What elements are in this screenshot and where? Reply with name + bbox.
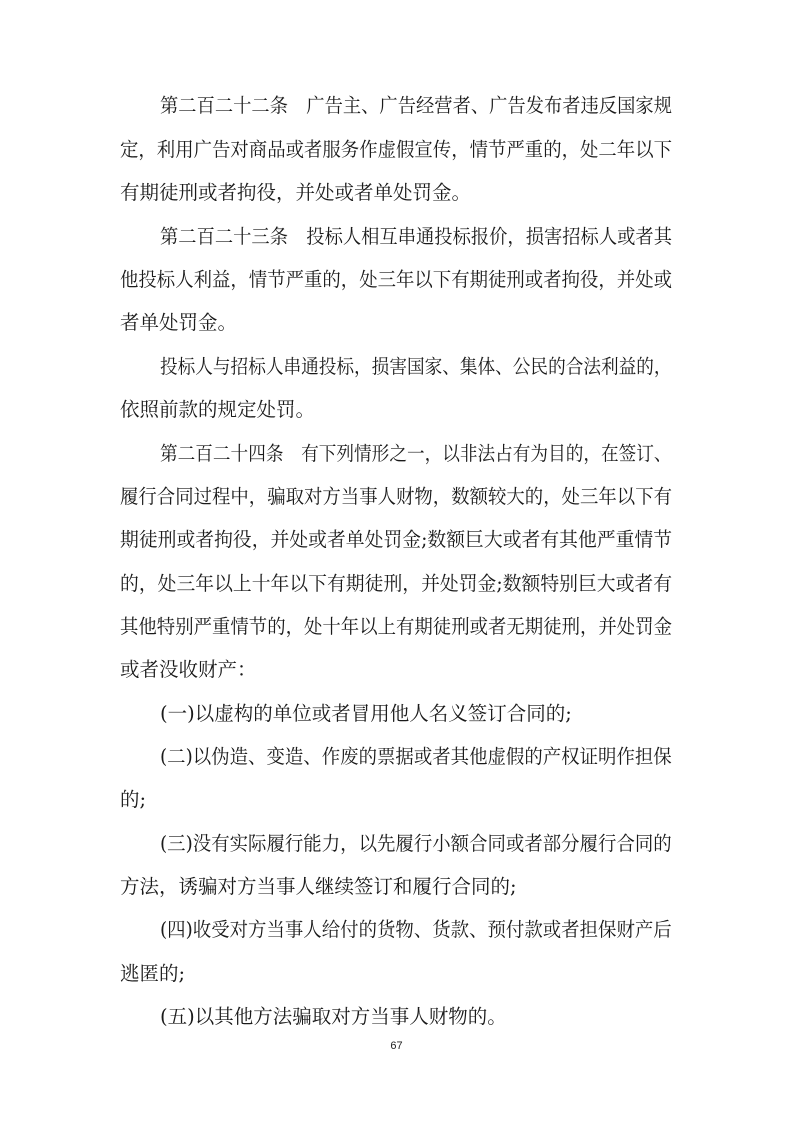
article-224-line-2: 履行合同过程中，骗取对方当事人财物，数额较大的，处三年以下有 [120,485,673,508]
article-223-line-2: 他投标人利益，情节严重的，处三年以下有期徒刑或者拘役，并处或 [120,268,673,291]
article-223-para2-line-2: 依照前款的规定处罚。 [120,398,316,421]
item-4-line-2: 逃匿的; [120,962,186,985]
article-222-line-2: 定，利用广告对商品或者服务作虚假宣传，情节严重的，处二年以下 [120,138,673,161]
article-224-line-6: 或者没收财产： [120,658,257,681]
article-223-para2-line-1: 投标人与招标人串通投标，损害国家、集体、公民的合法利益的， [160,355,672,378]
article-224-line-4: 的，处三年以上十年以下有期徒刑，并处罚金;数额特别巨大或者有 [120,572,673,595]
item-4-line-1: (四)收受对方当事人给付的货物、货款、预付款或者担保财产后 [160,918,672,941]
article-224-line-1: 第二百二十四条 有下列情形之一，以非法占有为目的，在签订、 [160,442,672,465]
item-3-line-2: 方法，诱骗对方当事人继续签订和履行合同的; [120,875,517,898]
item-1-line-1: (一)以虚构的单位或者冒用他人名义签订合同的; [160,702,572,725]
item-3-line-1: (三)没有实际履行能力，以先履行小额合同或者部分履行合同的 [160,832,672,855]
article-223-line-3: 者单处罚金。 [120,311,238,334]
article-222-line-3: 有期徒刑或者拘役，并处或者单处罚金。 [120,181,472,204]
page-number: 67 [390,1040,403,1052]
item-5-line-1: (五)以其他方法骗取对方当事人财物的。 [160,1005,507,1028]
article-222-line-1: 第二百二十二条 广告主、广告经营者、广告发布者违反国家规 [160,94,672,117]
article-223-line-1: 第二百二十三条 投标人相互串通投标报价，损害招标人或者其 [160,225,672,248]
item-2-line-1: (二)以伪造、变造、作废的票据或者其他虚假的产权证明作担保 [160,745,672,768]
article-224-line-3: 期徒刑或者拘役，并处或者单处罚金;数额巨大或者有其他严重情节 [120,528,673,551]
article-224-line-5: 其他特别严重情节的，处十年以上有期徒刑或者无期徒刑，并处罚金 [120,615,673,638]
item-2-line-2: 的; [120,788,147,811]
